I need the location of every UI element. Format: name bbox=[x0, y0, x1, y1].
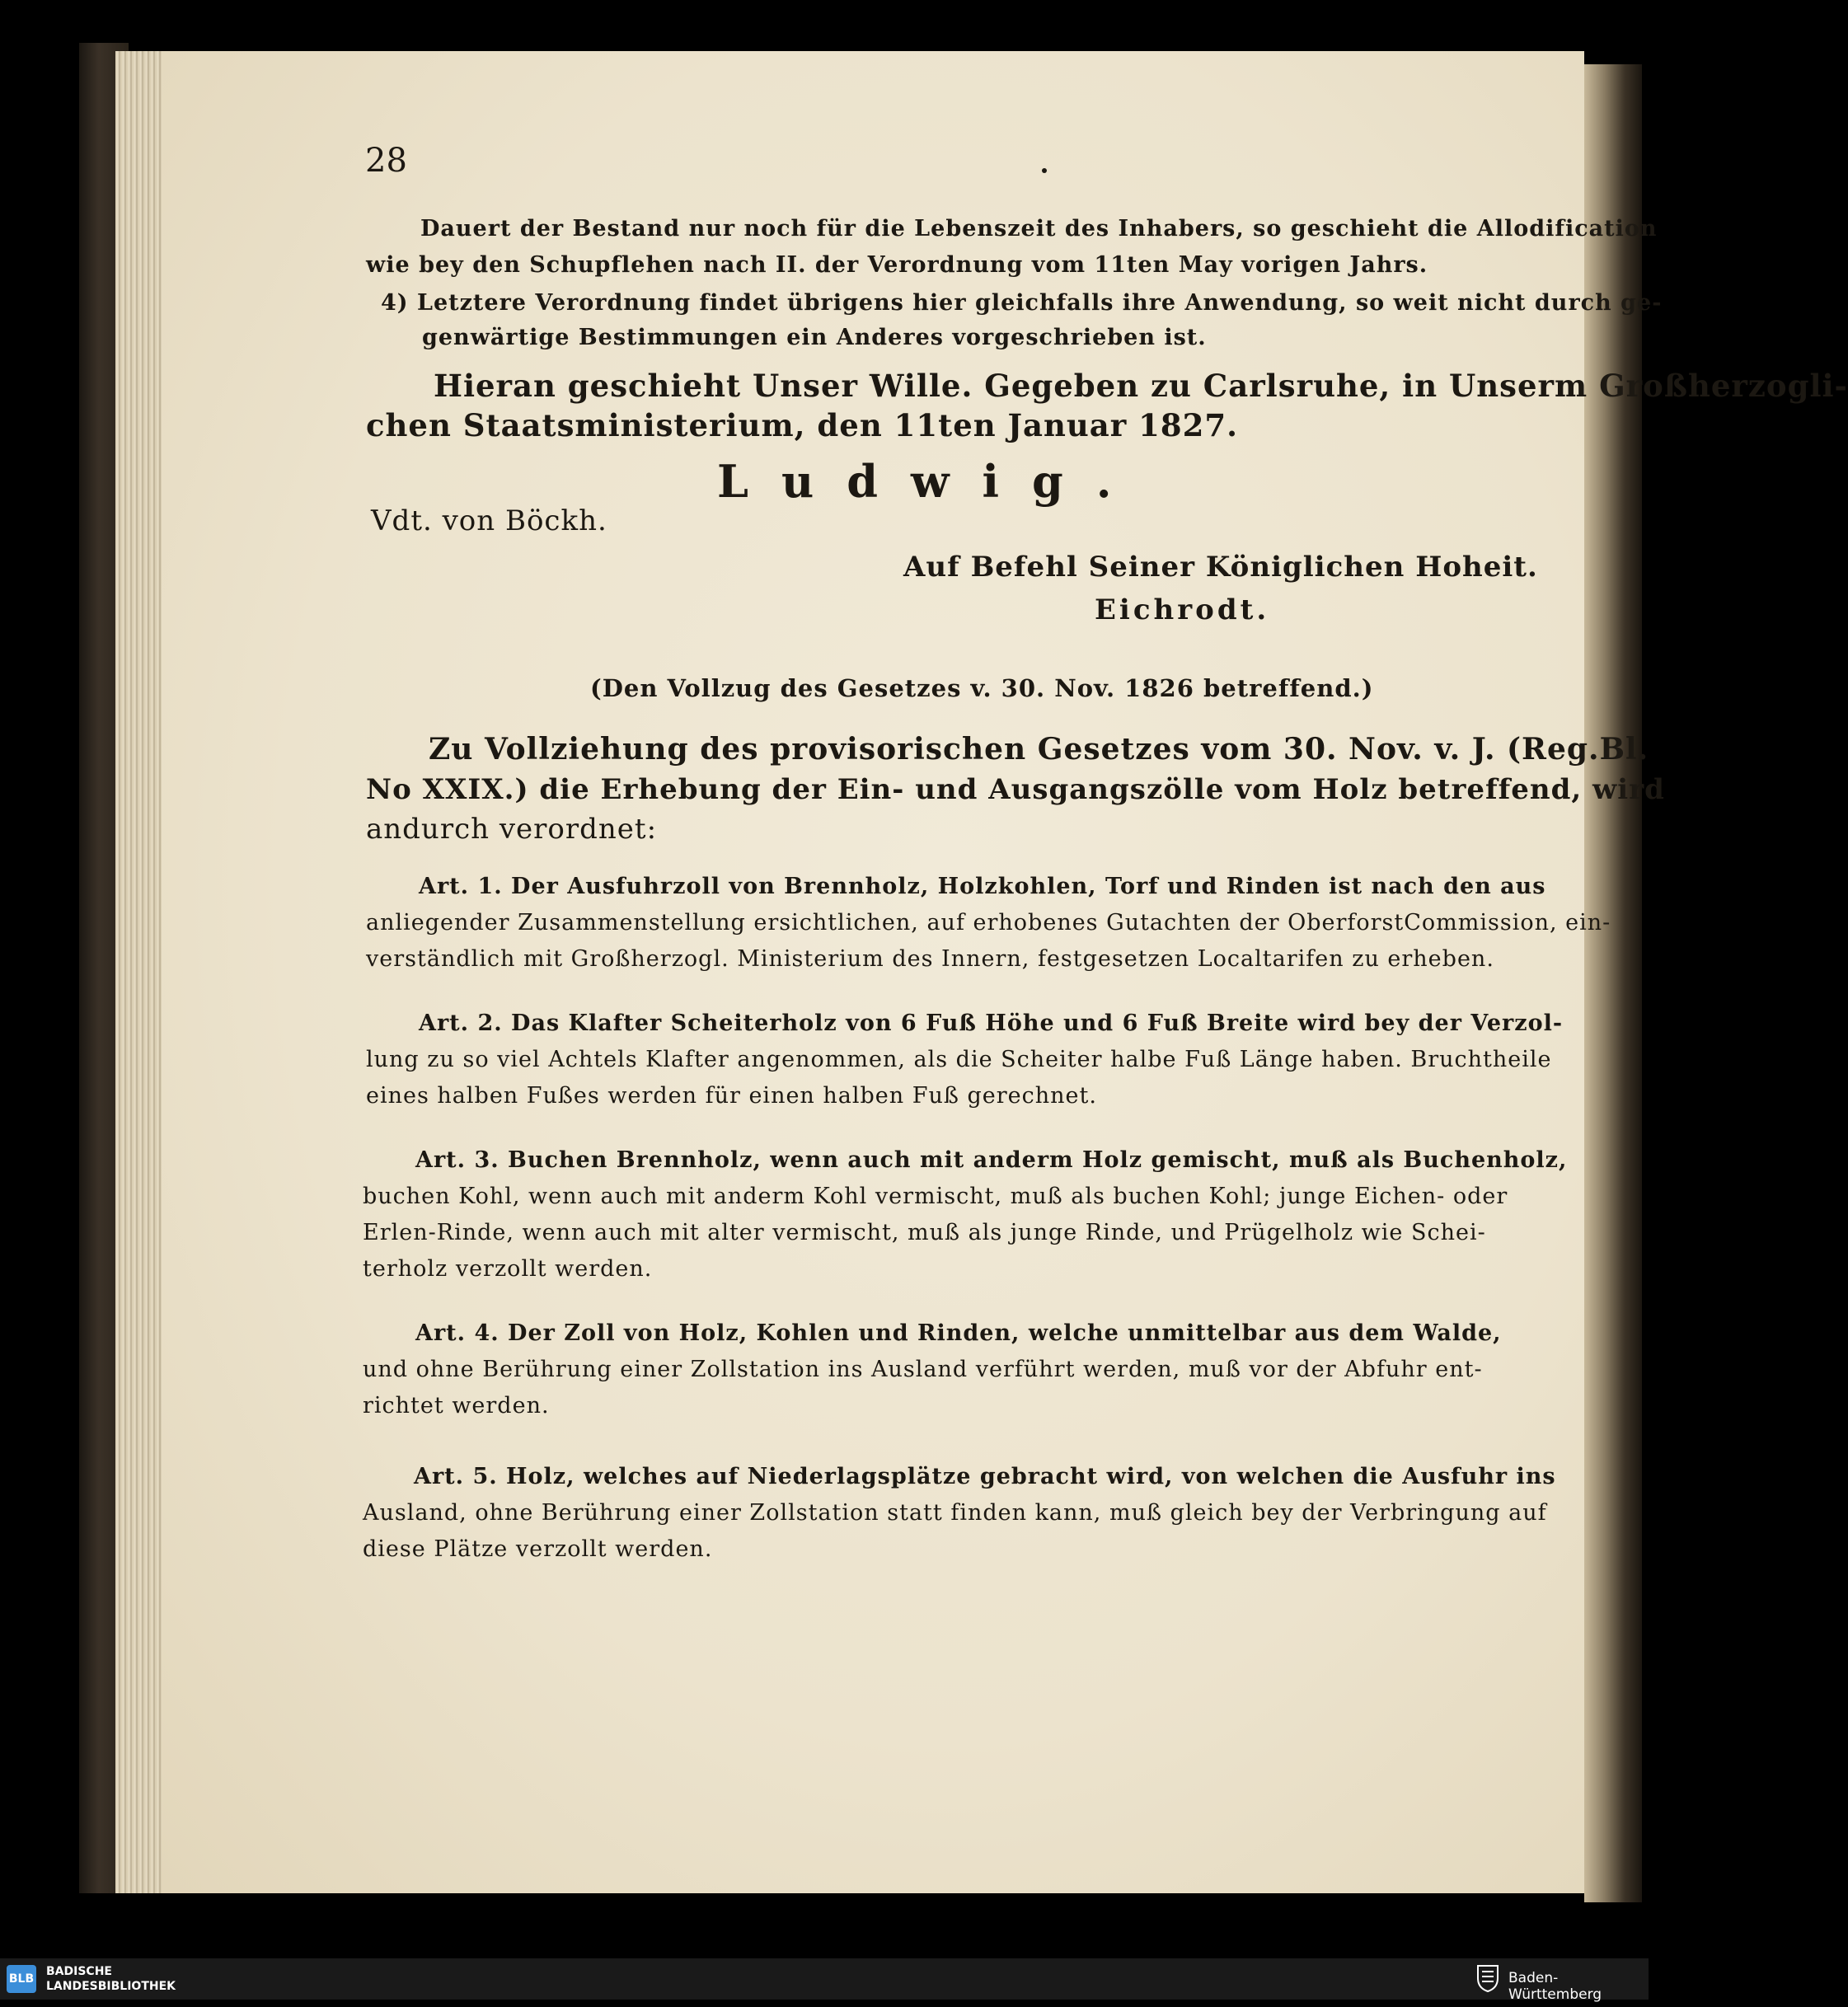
library-name bbox=[46, 1964, 176, 1994]
text-line: wie bey den Schupflehen nach II. der Verordnung vom 11ten May vorigen Jahrs. bbox=[366, 252, 1428, 278]
article-5-line: Ausland, ohne Berührung einer Zollstation statt finden kann, muß gleich bey der Verbringung auf bbox=[363, 1500, 1547, 1526]
article-1-line: verständlich mit Großherzogl. Ministerium des Innern, festgesetzen Localtarifen zu erheben. bbox=[366, 946, 1494, 972]
page-edges bbox=[115, 51, 165, 1893]
article-2-line: Art. 2. Das Klafter Scheiterholz von 6 Fuß Höhe und 6 Fuß Breite wird bey der Verzol- bbox=[419, 1011, 1564, 1036]
intro-line: Zu Vollziehung des provisorischen Gesetzes vom 30. Nov. v. J. (Reg.Bl. bbox=[429, 732, 1649, 767]
text-line: genwärtige Bestimmungen ein Anderes vorgeschrieben ist. bbox=[422, 325, 1207, 350]
article-3-line: buchen Kohl, wenn auch mit anderm Kohl vermischt, muß als buchen Kohl; junge Eichen- oder bbox=[363, 1184, 1508, 1209]
state-name: Baden-Württemberg bbox=[1508, 1970, 1602, 2003]
article-2-line: eines halben Fußes werden für einen halben Fuß gerechnet. bbox=[366, 1083, 1097, 1109]
article-1-line: anliegender Zusammenstellung ersichtlichen, auf erhobenes Gutachten der OberforstCommission, ein- bbox=[366, 910, 1611, 936]
text-line: Dauert der Bestand nur noch für die Lebenszeit des Inhabers, so geschieht die Allodification bbox=[420, 216, 1658, 241]
article-4-line: richtet werden. bbox=[363, 1393, 550, 1418]
article-5-line: Art. 5. Holz, welches auf Niederlagsplätze gebracht wird, von welchen die Ausfuhr ins bbox=[414, 1464, 1556, 1489]
article-3-line: Erlen-Rinde, wenn auch mit alter vermischt, muß als junge Rinde, und Prügelholz wie Schei- bbox=[363, 1220, 1486, 1245]
article-3-line: Art. 3. Buchen Brennholz, wenn auch mit anderm Holz gemischt, muß als Buchenholz, bbox=[415, 1147, 1568, 1173]
intro-line: No XXIX.) die Erhebung der Ein- und Ausgangszölle vom Holz betreffend, wird bbox=[366, 773, 1665, 806]
footer-bar bbox=[0, 1958, 1649, 2003]
article-2-line: lung zu so viel Achtels Klafter angenommen, als die Scheiter halbe Fuß Länge haben. Bruchtheile bbox=[366, 1047, 1552, 1072]
article-3-line: terholz verzollt werden. bbox=[363, 1256, 653, 1282]
signature-ludwig: Ludwig. bbox=[717, 455, 1145, 508]
library-name-line2: LANDESBIBLIOTHEK bbox=[46, 1980, 176, 1993]
book-gutter bbox=[1584, 64, 1642, 1902]
text-line: chen Staatsministerium, den 11ten Januar 1827. bbox=[366, 407, 1239, 443]
ink-dot bbox=[1042, 168, 1047, 173]
text-line: 4) Letztere Verordnung findet übrigens hier gleichfalls ihre Anwendung, so weit nicht durch ge- bbox=[381, 290, 1663, 316]
page-number: 28 bbox=[365, 142, 407, 180]
countersignature: Vdt. von Böckh. bbox=[371, 504, 607, 537]
coat-of-arms-icon[interactable] bbox=[1474, 1963, 1502, 1995]
secretary-signature: Eichrodt. bbox=[1095, 593, 1270, 626]
article-5-line: diese Plätze verzollt werden. bbox=[363, 1536, 713, 1562]
section-heading: (Den Vollzug des Gesetzes v. 30. Nov. 1826 betreffend.) bbox=[590, 674, 1374, 702]
article-1-line: Art. 1. Der Ausfuhrzoll von Brennholz, Holzkohlen, Torf und Rinden ist nach den aus bbox=[419, 874, 1546, 899]
article-4-line: und ohne Berührung einer Zollstation ins Ausland verführt werden, muß vor der Abfuhr ent- bbox=[363, 1357, 1483, 1382]
intro-line: andurch verordnet: bbox=[366, 813, 658, 846]
command-line: Auf Befehl Seiner Königlichen Hoheit. bbox=[903, 551, 1538, 584]
article-4-line: Art. 4. Der Zoll von Holz, Kohlen und Rinden, welche unmittelbar aus dem Walde, bbox=[415, 1320, 1502, 1346]
library-name-line1: BADISCHE bbox=[46, 1965, 112, 1978]
text-line: Hieran geschieht Unser Wille. Gegeben zu Carlsruhe, in Unserm Großherzogli- bbox=[434, 368, 1848, 404]
blb-logo-icon[interactable]: BLB bbox=[7, 1965, 36, 1993]
